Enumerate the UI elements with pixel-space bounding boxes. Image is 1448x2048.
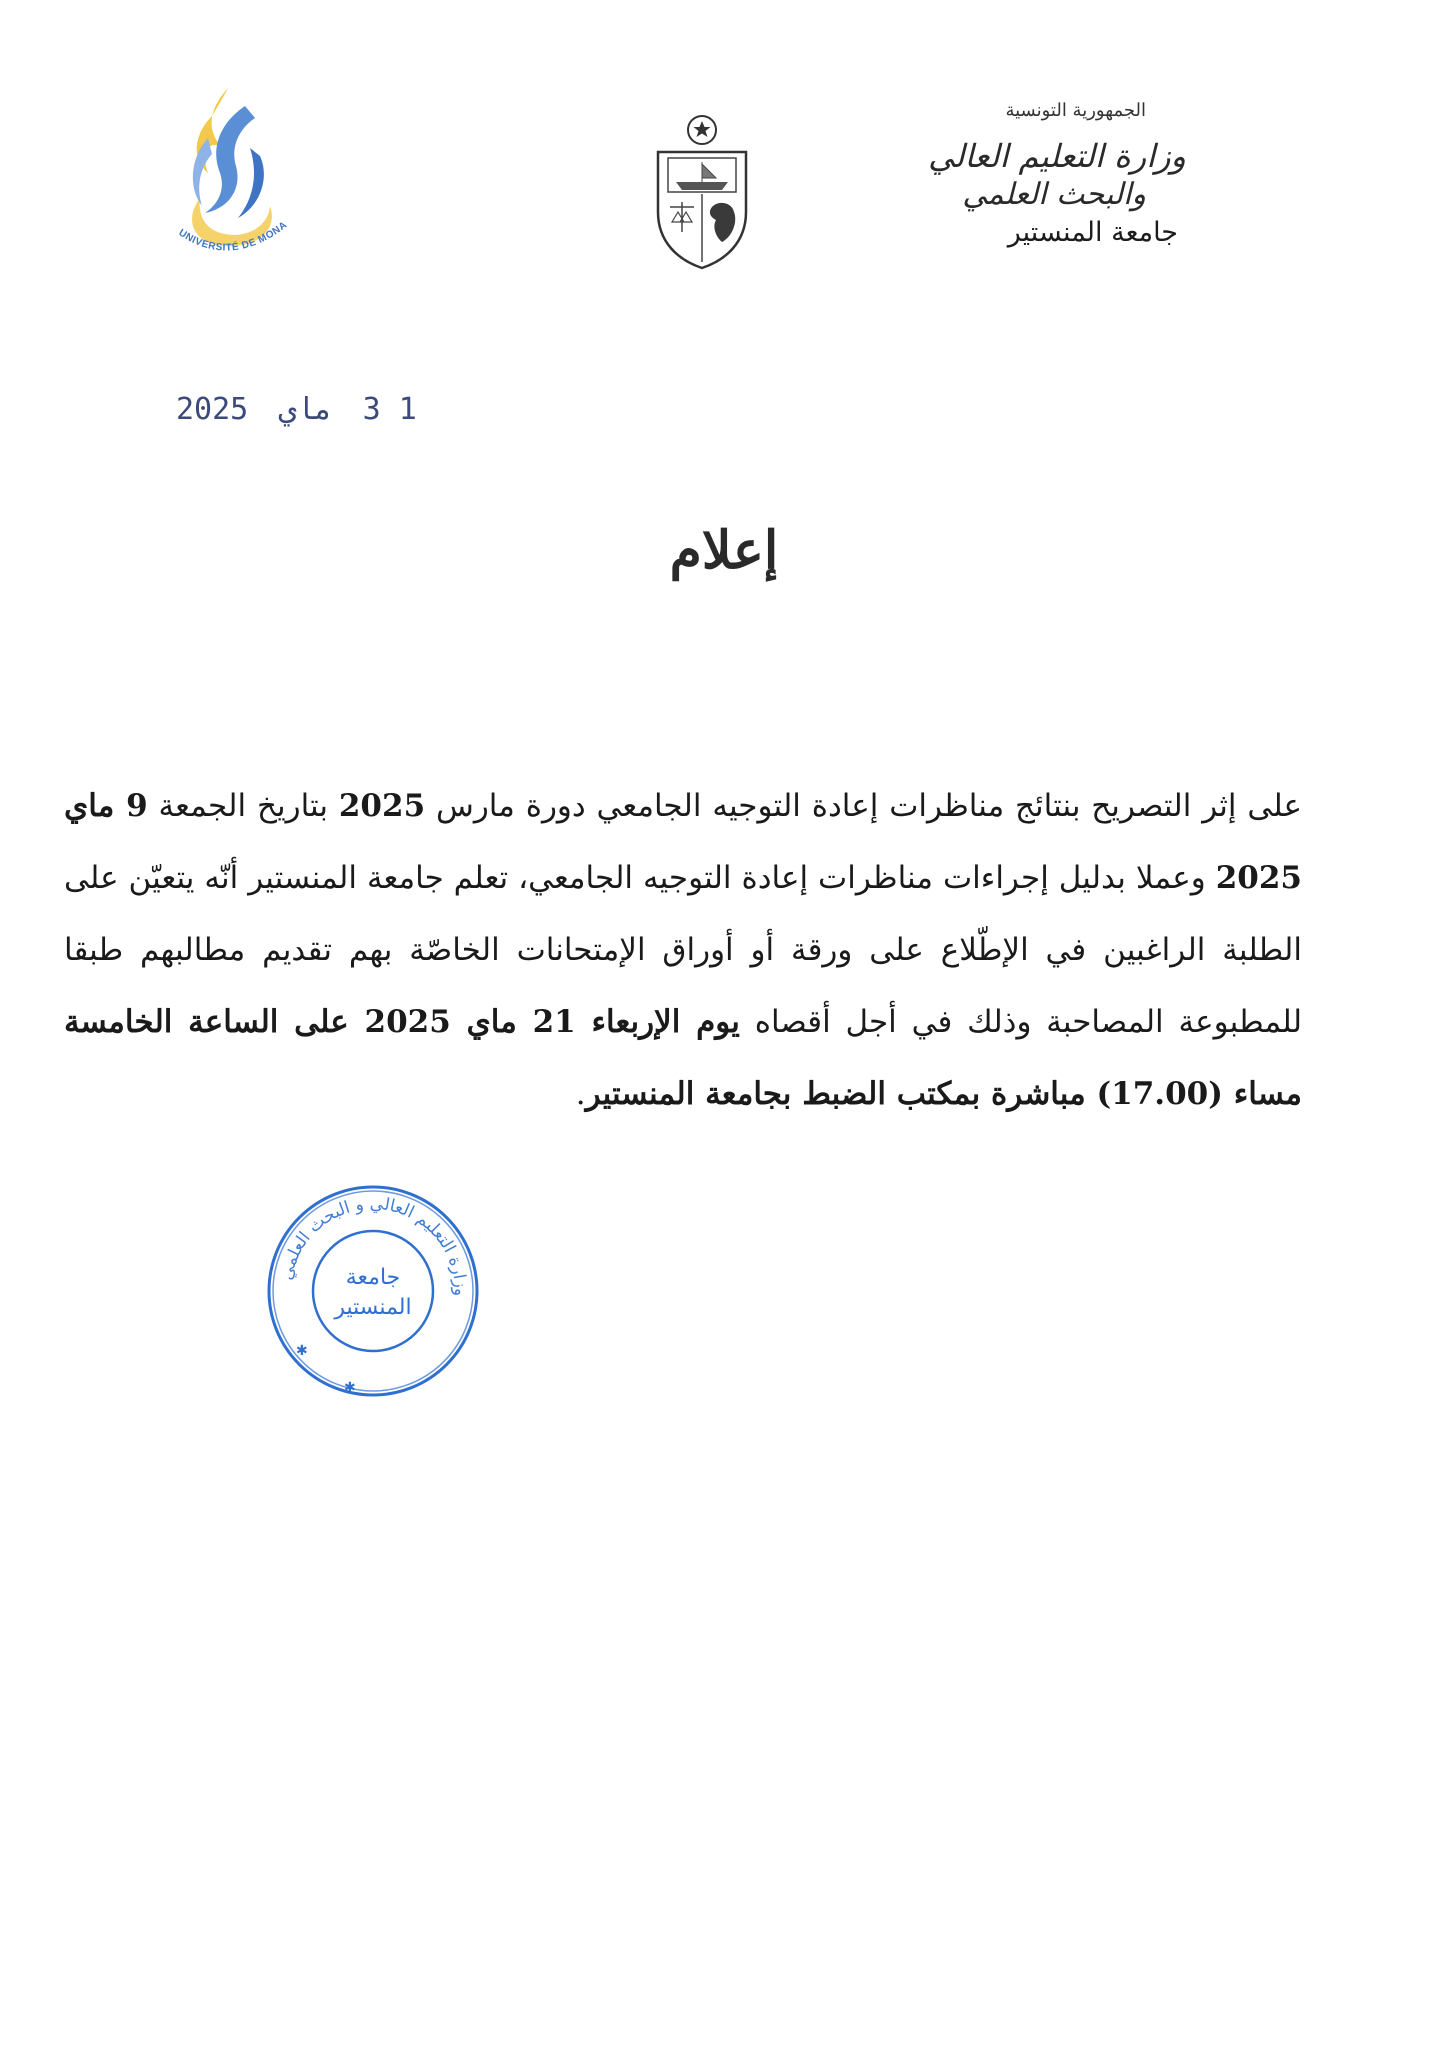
date-stamp (170, 392, 423, 427)
document-title: إعلام (669, 520, 779, 581)
university-logo (150, 78, 300, 268)
ministry-header (886, 100, 1186, 248)
university-logo-text: UNIVERSITÉ DE MONA (176, 219, 290, 254)
republic-name: الجمهورية التونسية (1005, 100, 1146, 121)
university-logo-icon (150, 78, 300, 268)
stamp-icon (262, 1180, 484, 1402)
ministry-name: وزارة التعليم العالي (928, 137, 1186, 175)
body-part-6: يوم الإربعاء 21 ماي 2025 على الساعة الخامسة مساء (17.00) مباشرة بمكتب الضبط بجامعة المنستير (64, 1004, 1302, 1112)
seal-inner-line1: جامعة (345, 1265, 401, 1290)
date-month: ماي (278, 392, 333, 427)
university-name: جامعة المنستير (1007, 217, 1178, 249)
official-seal (262, 1180, 484, 1402)
body-part-4: 9 ماي 2025 (64, 788, 1302, 896)
body-part-5: وعملا بدليل إجراءات مناظرات إعادة التوجيه الجامعي، تعلم جامعة المنستير أنّه يتعيّن على الطلبة الراغبين في الإطّلاع على ورقة أو أوراق الإمتحانات الخاصّة بهم تقديم مطالبهم طبقا للمطبوعة المصاحبة وذلك في أجل أقصاه (64, 860, 1303, 1040)
seal-outer-text: وزارة التعليم العالي و البحث العلمي (276, 1193, 471, 1297)
svg-text:✱: ✱ (344, 1380, 356, 1396)
date-day: 1 3 (362, 392, 417, 427)
seal-inner-line2: المنستير (334, 1295, 412, 1320)
coat-of-arms-icon (646, 112, 758, 272)
tunisian-emblem (646, 112, 758, 272)
announcement-body (64, 770, 1302, 1130)
body-part-1: على إثر التصريح بنتائج مناظرات إعادة التوجيه الجامعي دورة مارس (425, 788, 1302, 824)
body-part-7: . (575, 1076, 586, 1112)
ministry-research: والبحث العلمي (962, 177, 1146, 213)
body-part-2: 2025 (338, 788, 426, 824)
date-year: 2025 (176, 392, 249, 427)
svg-text:✱: ✱ (296, 1343, 308, 1359)
body-part-3: بتاريخ الجمعة (147, 788, 339, 824)
